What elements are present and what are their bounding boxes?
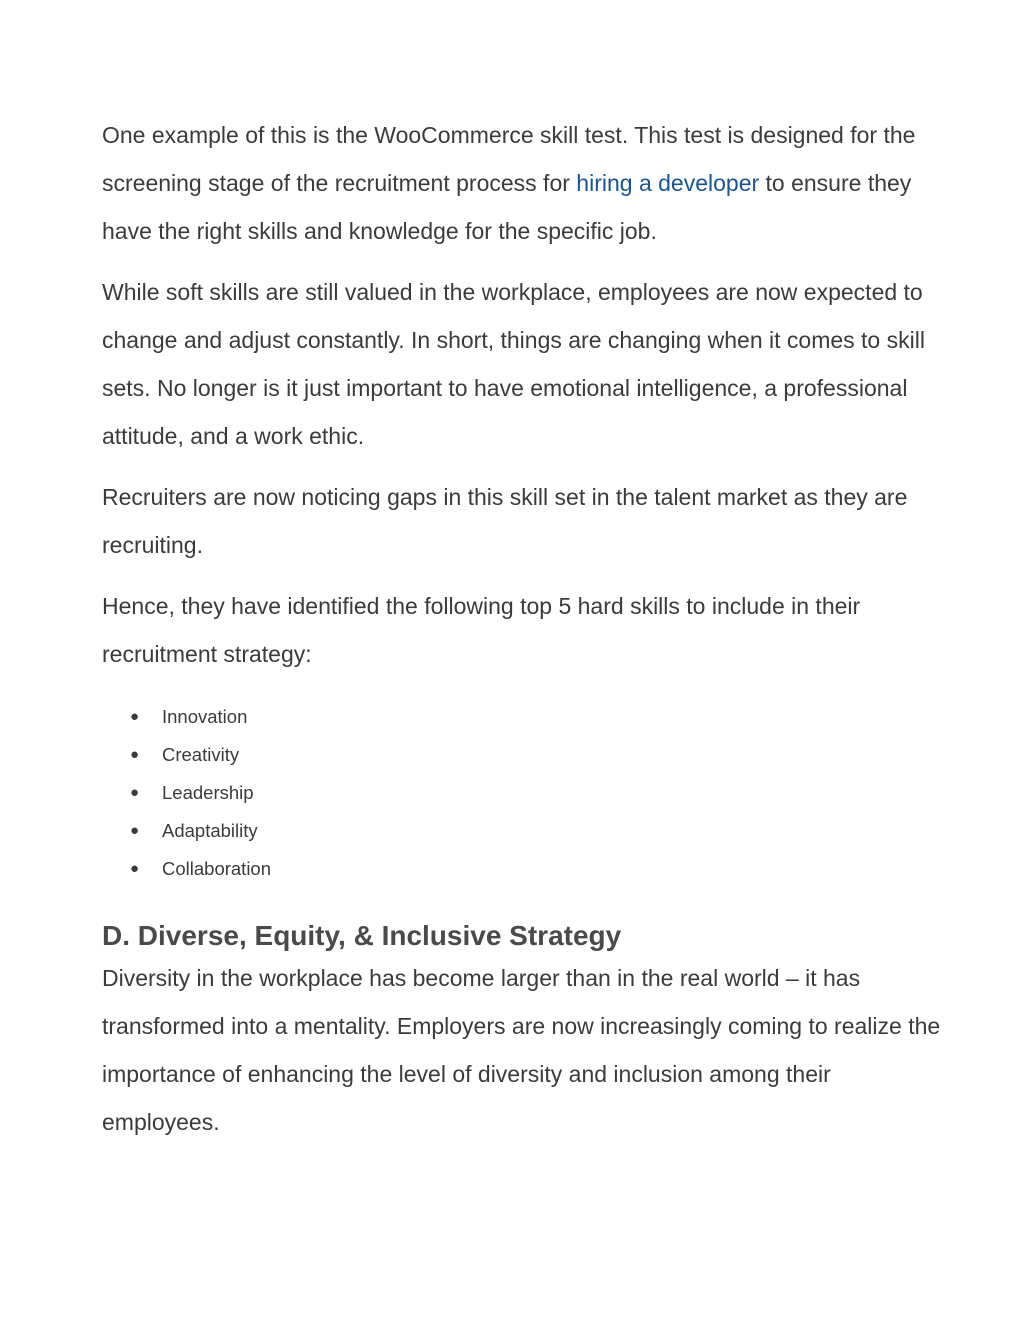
bullet-icon: ● [130, 784, 140, 801]
list-item-label: Innovation [162, 706, 248, 727]
hard-skills-list [102, 698, 942, 888]
document-page [102, 111, 942, 1159]
paragraph-text: to ensure they have the right skills and knowledge for the specific job. [102, 170, 912, 244]
bullet-icon: ● [130, 708, 140, 725]
list-item-label: Creativity [162, 744, 240, 765]
paragraph-recruiters-gaps: Recruiters are now noticing gaps in this skill set in the talent market as they are recruiting. [102, 484, 908, 558]
bullet-icon: ● [130, 746, 140, 763]
paragraph-soft-skills: While soft skills are still valued in the workplace, employees are now expected to change and adjust constantly. In short, things are changing when it comes to skill sets. No longer is it just important to have emotional intelligence, a professional attitude, and a work ethic. [102, 279, 925, 449]
list-item-label: Adaptability [162, 820, 258, 841]
list-item [102, 850, 942, 888]
list-item-label: Leadership [162, 782, 254, 803]
bullet-icon: ● [130, 822, 140, 839]
bullet-icon: ● [130, 860, 140, 877]
paragraph-woocommerce-test [102, 111, 942, 255]
list-item-label: Collaboration [162, 858, 272, 879]
list-item [102, 736, 942, 774]
section-heading: D. Diverse, Equity, & Inclusive Strategy [102, 920, 622, 951]
paragraph-diversity: Diversity in the workplace has become larger than in the real world – it has transformed into a mentality. Employers are now increasingly coming to realize the importance of enhancing the level of diversity and inclusion among their employees. [102, 965, 941, 1135]
paragraph-hard-skills-intro: Hence, they have identified the following top 5 hard skills to include in their recruitment strategy: [102, 593, 861, 667]
list-item [102, 698, 942, 736]
hiring-developer-link[interactable]: hiring a developer [576, 170, 760, 196]
list-item [102, 774, 942, 812]
paragraph-text: One example of this is the WooCommerce skill test. This test is designed for the screening stage of the recruitment process for [102, 122, 916, 196]
list-item [102, 812, 942, 850]
